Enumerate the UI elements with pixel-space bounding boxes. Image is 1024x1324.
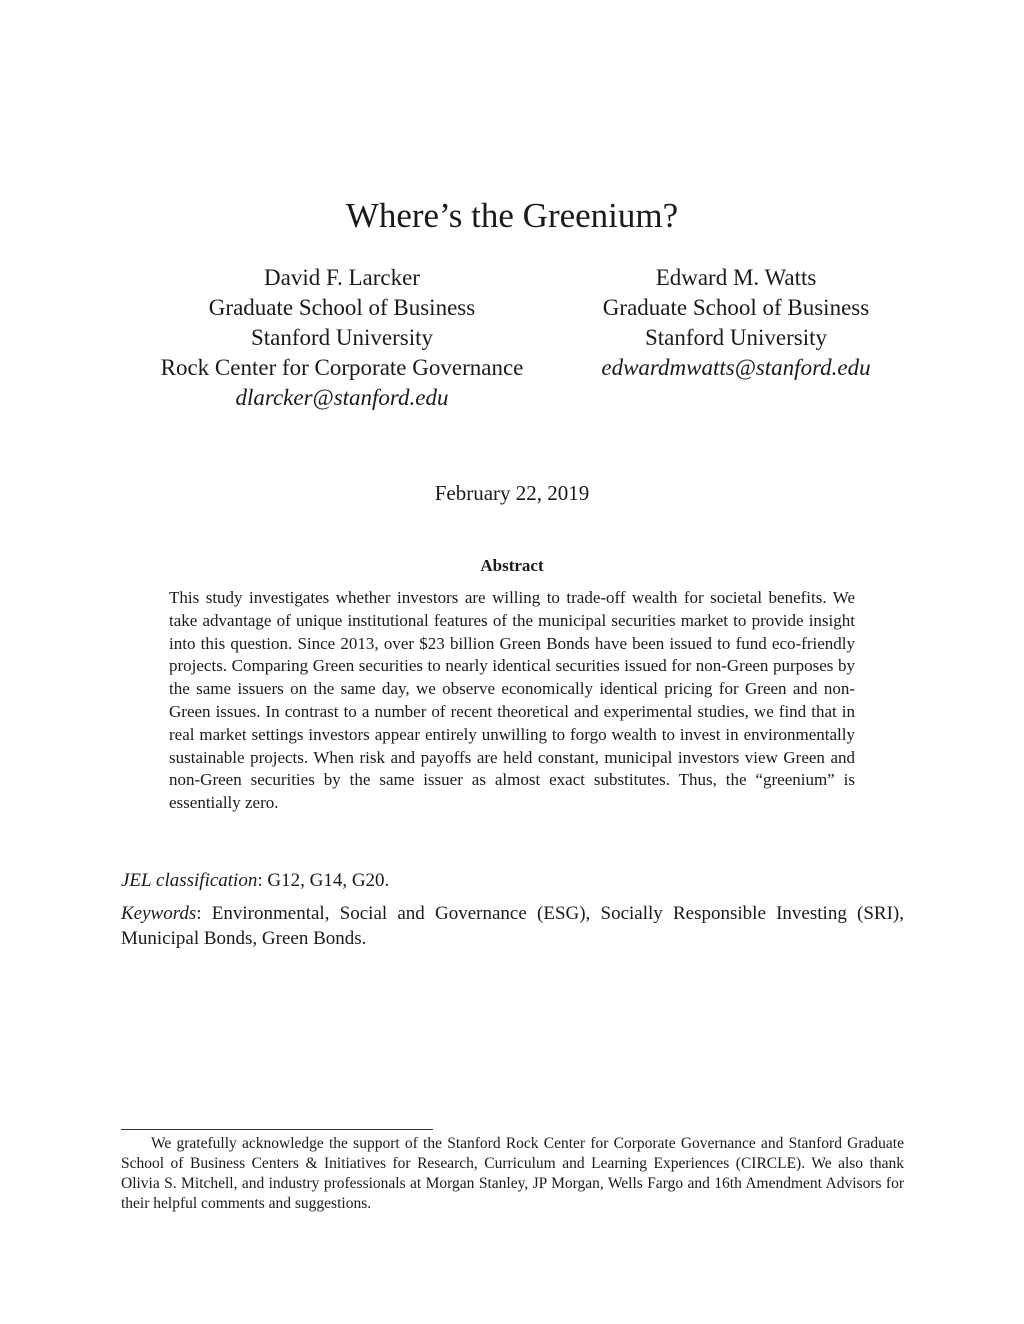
author-name: David F. Larcker [264,265,420,290]
author-block-larcker [130,263,554,413]
author-name: Edward M. Watts [655,265,817,290]
footnote-divider [121,1129,433,1130]
jel-separator: : [257,870,263,891]
author-affiliation: Graduate School of Business [208,295,476,320]
author-affiliation: Stanford University [644,325,828,350]
keywords-separator: : [196,903,202,924]
acknowledgment-footnote: We gratefully acknowledge the support of the Stanford Rock Center for Corporate Governance and Stanford Graduate School of Business Centers & Initiatives for Research, Curriculum and Learning Experiences (CIRCLE). We also thank Olivia S. Mitchell, and industry professionals at Morgan Stanley, JP Morgan, Wells Fargo and 16th Amendment Advisors for their helpful comments and suggestions. [121,1135,904,1212]
jel-value: G12, G14, G20. [267,870,390,891]
author-email: edwardmwatts@stanford.edu [601,355,871,380]
author-block-watts [574,263,898,383]
paper-title: Where’s the Greenium? [345,196,679,235]
author-affiliation: Stanford University [250,325,434,350]
keywords [121,901,904,951]
author-affiliation: Graduate School of Business [602,295,870,320]
jel-classification [121,868,904,893]
keywords-value: Environmental, Social and Governance (ESG), Socially Responsible Investing (SRI), Municipal Bonds, Green Bonds. [121,903,904,949]
abstract-heading: Abstract [480,556,544,575]
author-affiliation: Rock Center for Corporate Governance [160,355,524,380]
author-email: dlarcker@stanford.edu [235,385,449,410]
abstract-text: This study investigates whether investors are willing to trade-off wealth for societal benefits. We take advantage of unique institutional features of the municipal securities market to provide insight into this question. Since 2013, over $23 billion Green Bonds have been issued to fund eco-friendly projects. Comparing Green securities to nearly identical securities issued for non-Green purposes by the same issuers on the same day, we observe economically identical pricing for Green and non-Green issues. In contrast to a number of recent theoretical and experimental studies, we find that in real market settings investors appear entirely unwilling to forgo wealth to invest in environmentally sustainable projects. When risk and payoffs are held constant, municipal investors view Green and non-Green securities by the same issuer as almost exact substitutes. Thus, the “greenium” is essentially zero. [169,588,855,813]
keywords-label: Keywords [121,903,197,924]
jel-label: JEL classification [121,870,258,891]
paper-date: February 22, 2019 [434,481,590,505]
